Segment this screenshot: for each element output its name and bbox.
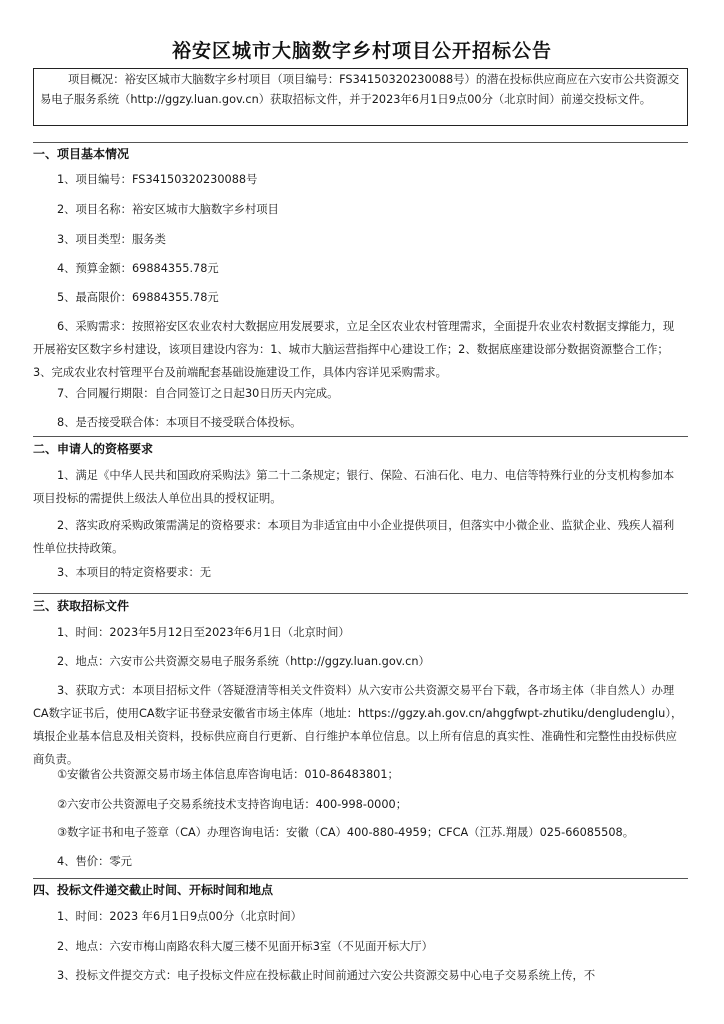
section-1-item-6: 6、采购需求：按照裕安区农业农村大数据应用发展要求，立足全区农业农村管理需求，全面提升农业农村数据支撑能力，现开展裕安区数字乡村建设，该项目建设内容为：1、城市大脑运营指挥中心建设工作；2、数据底座建设部分数据资源整合工作；3、完成农业农村管理平台及前端配套基础设施建设工作，具体内容详见采购需求。 <box>33 320 675 379</box>
page-title: 裕安区城市大脑数字乡村项目公开招标公告 <box>171 40 552 62</box>
section-2-item-3: 3、本项目的特定资格要求：无 <box>57 566 212 579</box>
section-2-item-2: 2、落实政府采购政策需满足的资格要求：本项目为非适宜由中小企业提供项目，但落实中小微企业、监狱企业、残疾人福利性单位扶持政策。 <box>33 519 675 555</box>
section-1-item-4: 4、预算金额：69884355.78元 <box>57 262 219 275</box>
section-3-item-2: 2、地点：六安市公共资源交易电子服务系统（http://ggzy.luan.gov.cn） <box>57 655 430 668</box>
section-1-item-2: 2、项目名称：裕安区城市大脑数字乡村项目 <box>57 203 279 216</box>
section-1-item-8: 8、是否接受联合体：本项目不接受联合体投标。 <box>57 416 302 429</box>
section-2-rule <box>33 436 688 437</box>
section-4-item-2: 2、地点：六安市梅山南路农科大厦三楼不见面开标3室（不见面开标大厅） <box>57 940 433 953</box>
section-3-item-4: ①安徽省公共资源交易市场主体信息库咨询电话：010-86483801； <box>57 768 399 781</box>
section-1-item-3: 3、项目类型：服务类 <box>57 233 166 246</box>
section-4-item-3: 3、投标文件提交方式：电子投标文件应在投标截止时间前通过六安公共资源交易中心电子交易系统上传，不 <box>57 969 596 982</box>
section-2-heading: 二、申请人的资格要求 <box>33 442 154 456</box>
section-1-item-7: 7、合同履行期限：自合同签订之日起30日历天内完成。 <box>57 387 339 400</box>
project-overview-box: 项目概况：裕安区城市大脑数字乡村项目（项目编号：FS34150320230088号）的潜在投标供应商应在六安市公共资源交易电子服务系统（http://ggzy.luan.gov.cn）获取招标文件，并于2023年6月1日9点00分（北京时间）前递交投标文件。 <box>33 68 688 126</box>
section-4-heading: 四、投标文件递交截止时间、开标时间和地点 <box>33 883 274 897</box>
section-3-item-3: 3、获取方式：本项目招标文件（答疑澄清等相关文件资料）从六安市公共资源交易平台下载，各市场主体（非自然人）办理CA数字证书后，使用CA数字证书登录安徽省市场主体库（地址：https://ggzy.ah.gov.cn/ahggfwpt-zhutiku/dengludenglu），填报企业基本信息及相关资料，投标供应商自行更新、自行维护本单位信息。以上所有信息的真实性、准确性和完整性由投标供应商负责。 <box>33 684 683 766</box>
section-3-item-5: ②六安市公共资源电子交易系统技术支持咨询电话：400-998-0000； <box>57 798 407 811</box>
section-1-rule <box>33 142 688 143</box>
section-3-item-6: ③数字证书和电子签章（CA）办理咨询电话：安徽（CA）400-880-4959；CFCA（江苏.翔晟）025-66085508。 <box>57 826 635 839</box>
section-3-heading: 三、获取招标文件 <box>33 599 130 613</box>
section-3-rule <box>33 593 688 594</box>
section-4-item-1: 1、时间：2023 年6月1日9点00分（北京时间） <box>57 910 302 923</box>
section-1-item-1: 1、项目编号：FS34150320230088号 <box>57 173 258 186</box>
section-1-item-5: 5、最高限价：69884355.78元 <box>57 291 219 304</box>
section-1-heading: 一、项目基本情况 <box>33 147 130 161</box>
section-3-item-1: 1、时间：2023年5月12日至2023年6月1日（北京时间） <box>57 626 350 639</box>
section-4-rule <box>33 878 688 879</box>
section-2-item-1: 1、满足《中华人民共和国政府采购法》第二十二条规定；银行、保险、石油石化、电力、电信等特殊行业的分支机构参加本项目投标的需提供上级法人单位出具的授权证明。 <box>33 469 675 505</box>
section-3-item-7: 4、售价：零元 <box>57 855 132 868</box>
